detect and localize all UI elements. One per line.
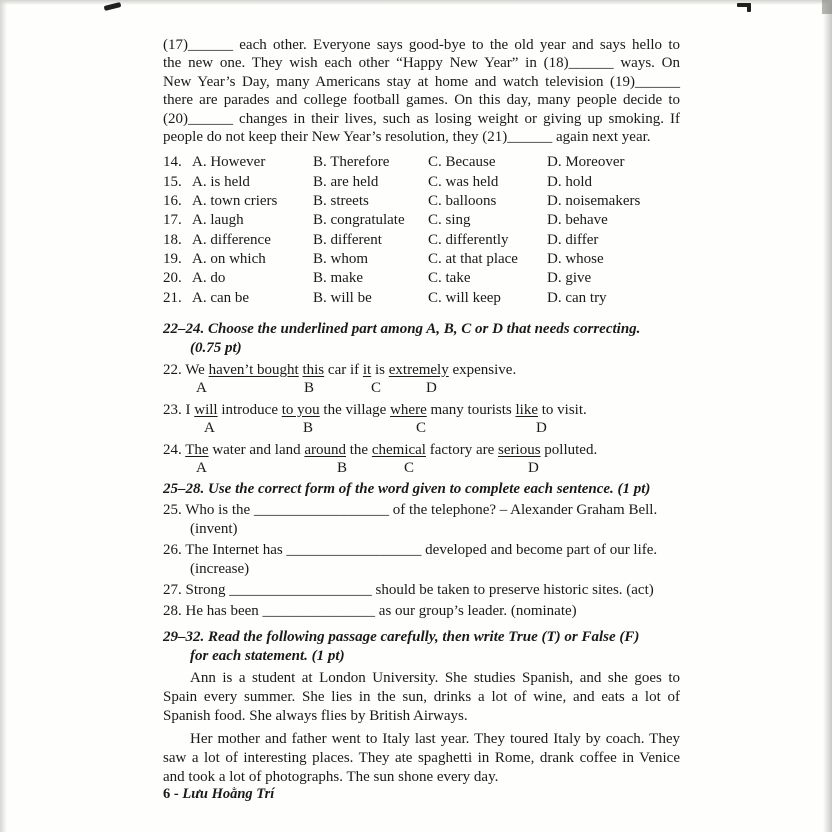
mc-row bbox=[163, 269, 680, 288]
multiple-choice-table bbox=[163, 153, 680, 307]
option-d: D. hold bbox=[547, 173, 592, 190]
option-a: A. difference bbox=[192, 231, 271, 248]
scan-artifact-corner bbox=[822, 0, 832, 14]
mc-row bbox=[163, 231, 680, 250]
option-c: C. take bbox=[428, 270, 471, 287]
question-number: 16. bbox=[163, 193, 182, 210]
passage-line: Ann is a student at London University. She studies Spanish, and she goes to bbox=[190, 669, 680, 686]
option-c: C. was held bbox=[428, 173, 499, 190]
option-c: C. balloons bbox=[428, 193, 497, 210]
correction-question-23: 23. I will introduce to you the village where many tourists like to visit. bbox=[163, 401, 587, 418]
passage-line: saw a lot of interesting places. They ate spaghetti in Rome, drank coffee in Venice bbox=[163, 749, 680, 766]
option-c: C. will keep bbox=[428, 289, 501, 306]
option-a: A. laugh bbox=[192, 212, 244, 229]
option-c: C. Because bbox=[428, 154, 496, 171]
scan-artifact-mark-right-2 bbox=[747, 3, 751, 12]
mc-row bbox=[163, 173, 680, 192]
answer-letter: C bbox=[371, 380, 382, 397]
mc-row bbox=[163, 289, 680, 308]
mc-row bbox=[163, 211, 680, 230]
option-b: B. will be bbox=[313, 289, 372, 306]
wordform-question: 27. Strong ___________________ should be taken to preserve historic sites. (act) bbox=[163, 581, 654, 598]
answer-letter: D bbox=[528, 460, 539, 477]
passage-line: Her mother and father went to Italy last year. They toured Italy by coach. They bbox=[190, 730, 680, 747]
option-a: A. on which bbox=[192, 250, 266, 267]
scan-artifact-mark-left bbox=[104, 2, 122, 11]
page-edge-shadow-top bbox=[0, 0, 832, 5]
passage-line: and took a lot of photographs. The sun shone every day. bbox=[163, 768, 499, 785]
wordform-hint: (invent) bbox=[190, 520, 238, 537]
answer-letter: C bbox=[416, 420, 427, 437]
footer-author: Lưu Hoằng Trí bbox=[182, 786, 275, 802]
option-a: A. can be bbox=[192, 289, 250, 306]
wordform-question: 28. He has been _______________ as our group’s leader. (nominate) bbox=[163, 602, 577, 619]
wordform-item-27 bbox=[163, 581, 680, 600]
intro-line: people do not keep their New Year’s resolution, they (21)______ again next year. bbox=[163, 129, 651, 146]
answer-letter: D bbox=[426, 380, 437, 397]
answer-letter: A bbox=[196, 460, 207, 477]
mc-row bbox=[163, 153, 680, 172]
answer-letters-row bbox=[163, 419, 680, 438]
option-b: B. congratulate bbox=[313, 212, 405, 229]
question-number: 19. bbox=[163, 250, 182, 267]
section-heading-points: (0.75 pt) bbox=[190, 339, 242, 356]
intro-paragraph bbox=[163, 36, 680, 146]
mc-row bbox=[163, 192, 680, 211]
answer-letter: B bbox=[304, 380, 315, 397]
intro-line: (17)______ each other. Everyone says good-bye to the old year and says hello to bbox=[163, 37, 680, 53]
answer-letter: A bbox=[196, 380, 207, 397]
option-c: C. at that place bbox=[428, 250, 518, 267]
section-heading-reading: 29–32. Read the following passage carefully, then write True (T) or False (F) bbox=[163, 628, 640, 645]
wordform-question: 25. Who is the __________________ of the telephone? – Alexander Graham Bell. bbox=[163, 501, 658, 518]
answer-letter: D bbox=[536, 420, 547, 437]
page-content bbox=[163, 36, 680, 787]
answer-letters-row bbox=[163, 459, 680, 478]
option-d: D. behave bbox=[547, 212, 608, 229]
footer-page-number: 6 bbox=[163, 786, 171, 802]
option-b: B. are held bbox=[313, 173, 379, 190]
answer-letters-row bbox=[163, 379, 680, 398]
intro-line: (20)______ changes in their lives, such as losing weight or giving up smoking. If bbox=[163, 110, 680, 127]
option-b: B. make bbox=[313, 270, 363, 287]
intro-line: the new one. They wish each other “Happy New Year” in (18)______ ways. On bbox=[163, 55, 680, 72]
option-b: B. streets bbox=[313, 193, 369, 210]
option-d: D. Moreover bbox=[547, 154, 625, 171]
question-number: 15. bbox=[163, 173, 182, 190]
intro-line: New Year’s Day, many Americans stay at home and watch television (19)______ bbox=[163, 73, 680, 90]
question-number: 20. bbox=[163, 270, 182, 287]
answer-letter: A bbox=[204, 420, 215, 437]
question-number: 21. bbox=[163, 289, 182, 306]
section-heading-wordform: 25–28. Use the correct form of the word given to complete each sentence. (1 pt) bbox=[163, 480, 651, 497]
option-d: D. give bbox=[547, 270, 592, 287]
option-d: D. differ bbox=[547, 231, 599, 248]
answer-letter: B bbox=[337, 460, 348, 477]
option-b: B. Therefore bbox=[313, 154, 390, 171]
intro-line: there are parades and college football games. On this day, many people decide to bbox=[163, 92, 680, 109]
option-a: A. is held bbox=[192, 173, 250, 190]
correction-question-22: 22. We haven’t bought this car if it is extremely expensive. bbox=[163, 361, 517, 378]
question-number: 17. bbox=[163, 212, 182, 229]
option-a: A. do bbox=[192, 270, 226, 287]
option-d: D. noisemakers bbox=[547, 193, 641, 210]
option-c: C. sing bbox=[428, 212, 471, 229]
page-edge-shadow-left bbox=[0, 0, 7, 832]
wordform-item-25 bbox=[163, 501, 680, 539]
section-heading-reading-line2: for each statement. (1 pt) bbox=[190, 647, 345, 664]
wordform-item-26 bbox=[163, 541, 680, 579]
page-edge-shadow-right bbox=[823, 0, 832, 832]
option-a: A. However bbox=[192, 154, 266, 171]
question-number: 14. bbox=[163, 154, 182, 171]
question-number: 18. bbox=[163, 231, 182, 248]
option-a: A. town criers bbox=[192, 193, 278, 210]
mc-row bbox=[163, 250, 680, 269]
page-footer bbox=[163, 786, 274, 803]
option-c: C. differently bbox=[428, 231, 509, 248]
wordform-question: 26. The Internet has __________________ developed and become part of our life. bbox=[163, 541, 658, 558]
section-heading-correction: 22–24. Choose the underlined part among A, B, C or D that needs correcting. bbox=[163, 320, 641, 337]
wordform-item-28 bbox=[163, 602, 680, 621]
passage-line: Spain every summer. She lies in the sun, drinks a lot of wine, and eats a lot of bbox=[163, 688, 680, 705]
answer-letter: C bbox=[404, 460, 415, 477]
option-b: B. different bbox=[313, 231, 382, 248]
option-d: D. can try bbox=[547, 289, 607, 306]
wordform-hint: (increase) bbox=[190, 560, 250, 577]
reading-passage bbox=[163, 669, 680, 787]
answer-letter: B bbox=[303, 420, 314, 437]
passage-line: Spanish food. She always flies by British Airways. bbox=[163, 707, 468, 724]
option-b: B. whom bbox=[313, 250, 369, 267]
correction-question-24: 24. The water and land around the chemical factory are serious polluted. bbox=[163, 441, 598, 458]
footer-separator: - bbox=[170, 786, 183, 802]
option-d: D. whose bbox=[547, 250, 604, 267]
